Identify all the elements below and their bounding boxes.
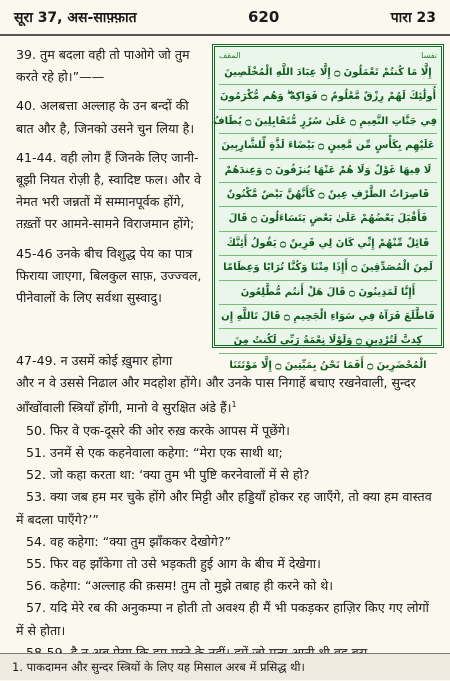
arabic-text-panel: [212, 44, 444, 371]
verse-paragraph: 53. क्या जब हम मर चुके होंगे और मिट्टी और हड्डियाँ होकर रह जाएँगे, तो क्या हम वास्तव में बदला पाएँगे?’”: [16, 489, 432, 527]
verse-paragraph: [16, 350, 440, 372]
arabic-line: قَاصِرَاتُ الطَّرْفِ عِينٌ ۝ كَأَنَّهُنَّ بَيْضٌ مَّكْنُونٌ: [219, 183, 437, 207]
arabic-line: إِلَّا مَا كُنتُمْ تَعْمَلُونَ ۝ إِلَّا عِبَادَ اللَّهِ الْمُخْلَصِينَ: [219, 61, 437, 85]
verse-paragraph: 50. फिर वे एक-दूसरे की ओर रुख़ करके आपस में पूछेंगे।: [26, 422, 290, 438]
top-left-mark: المقف: [219, 51, 241, 60]
arabic-line: لَمِنَ الْمُصَدِّقِينَ ۝ أَإِذَا مِتْنَا وَكُنَّا تُرَابًا وَعِظَامًا: [219, 256, 437, 280]
arabic-line: فَاطَّلَعَ فَرَآهُ فِي سَوَاءِ الْجَحِيمِ ۝ قَالَ تَاللَّهِ إِن: [219, 305, 437, 329]
arabic-line: قَائِلٌ مِّنْهُمْ إِنِّي كَانَ لِي قَرِينٌ ۝ يَقُولُ أَئِنَّكَ: [219, 232, 437, 256]
verse-continuation: और न वे उससे निढाल और मदहोश होंगे। और उनके पास निगाहें बचाए रखनेवाली, सुन्दर आँखोंवाली स्त्रियाँ होंगी, मानो वे सुरक्षित अंडे हैं।: [16, 375, 416, 416]
para-label: पारा 23: [390, 9, 436, 26]
footnote-marker[interactable]: 1: [231, 400, 237, 410]
verse-paragraph: 54. वह कहेगा: “क्या तुम झाँककर देखोगे?”: [26, 533, 232, 549]
page-header: [0, 0, 450, 36]
arabic-line: أُولَٰئِكَ لَهُمْ رِزْقٌ مَّعْلُومٌ ۝ فَوَاكِهُ ۖ وَهُم مُّكْرَمُونَ: [219, 85, 437, 109]
arabic-line: عَلَيْهِم بِكَأْسٍ مِّن مَّعِينٍ ۝ بَيْضَاءَ لَذَّةٍ لِّلشَّارِبِينَ: [219, 134, 437, 158]
top-right-mark: نفسا: [421, 51, 437, 60]
verse-paragraph: 52. जो कहा करता था: ‘क्या तुम भी पुष्टि करनेवालों में से हो?: [26, 467, 310, 483]
arabic-line: كِدتَّ لَتُرْدِينِ ۝ وَلَوْلَا نِعْمَةُ رَبِّي لَكُنتُ مِنَ: [219, 329, 437, 353]
arabic-line: فَأَقْبَلَ بَعْضُهُمْ عَلَىٰ بَعْضٍ يَتَسَاءَلُونَ ۝ قَالَ: [219, 207, 437, 231]
verse-paragraph-continued: [16, 372, 440, 420]
verse-paragraph-start: 47-49. न उसमें कोई ख़ुमार होगा: [16, 353, 173, 368]
footnote: 1. पाकदामन और सुन्दर स्त्रियों के लिए यह मिसाल अरब में प्रसिद्ध थी।: [0, 653, 450, 680]
verse-paragraph: 56. कहेगा: “अल्लाह की क़सम! तुम तो मुझे तबाह ही करने को थे।: [26, 578, 334, 594]
page-number: 620: [247, 8, 280, 26]
verse-paragraph: 41-44. वही लोग हैं जिनके लिए जानी-बूझी नियत रोज़ी है, स्वादिष्ट फल। और वे नेमत भरी जन्नतों में सम्मानपूर्वक होंगे, तख़्तों पर आमने-सामने विराजमान होंगे;: [16, 149, 201, 232]
verse-paragraph: 40. अलबत्ता अल्लाह के उन बन्दों की बात और है, जिनको उसने चुन लिया है।: [16, 98, 195, 136]
verse-paragraph: 57. यदि मेरे रब की अनुकम्पा न होती तो अवश्य ही मैं भी पकड़कर हाज़िर किए गए लोगों में से होता।: [16, 600, 429, 638]
arabic-line: لَا فِيهَا غَوْلٌ وَلَا هُمْ عَنْهَا يُنزَفُونَ ۝ وَعِندَهُمْ: [219, 159, 437, 183]
arabic-line: فِي جَنَّاتِ النَّعِيمِ ۝ عَلَىٰ سُرُرٍ مُّتَقَابِلِينَ ۝ يُطَافُ: [219, 110, 437, 134]
arabic-line: أَإِنَّا لَمَدِينُونَ ۝ قَالَ هَلْ أَنتُم مُّطَّلِعُونَ: [219, 281, 437, 305]
verse-paragraph: 45-46 उनके बीच विशुद्ध पेय का पात्र फिराया जाएगा, बिलकुल साफ़, उज्ज्वल, पीनेवालों के लिए सर्वथा सुस्वादु।: [16, 245, 202, 306]
translation-full-width: [16, 350, 440, 664]
arabic-panel-marks: [219, 51, 437, 61]
verse-paragraph: 39. तुम बदला वही तो पाओगे जो तुम करते रहे हो।”——: [16, 47, 190, 85]
surah-title: सूरा 37, अस-साफ़्फ़ात: [14, 9, 137, 26]
verse-paragraph: 51. उनमें से एक कहनेवाला कहेगा: “मेरा एक साथी था;: [26, 445, 283, 460]
translation-column: [16, 44, 208, 309]
verse-paragraph: 55. फिर वह झाँकेगा तो उसे भड़कती हुई आग के बीच में देखेगा।: [26, 556, 321, 572]
arabic-line: الْمُحْضَرِينَ ۝ أَفَمَا نَحْنُ بِمَيِّتِينَ ۝ إِلَّا مَوْتَتَنَا: [229, 359, 427, 371]
